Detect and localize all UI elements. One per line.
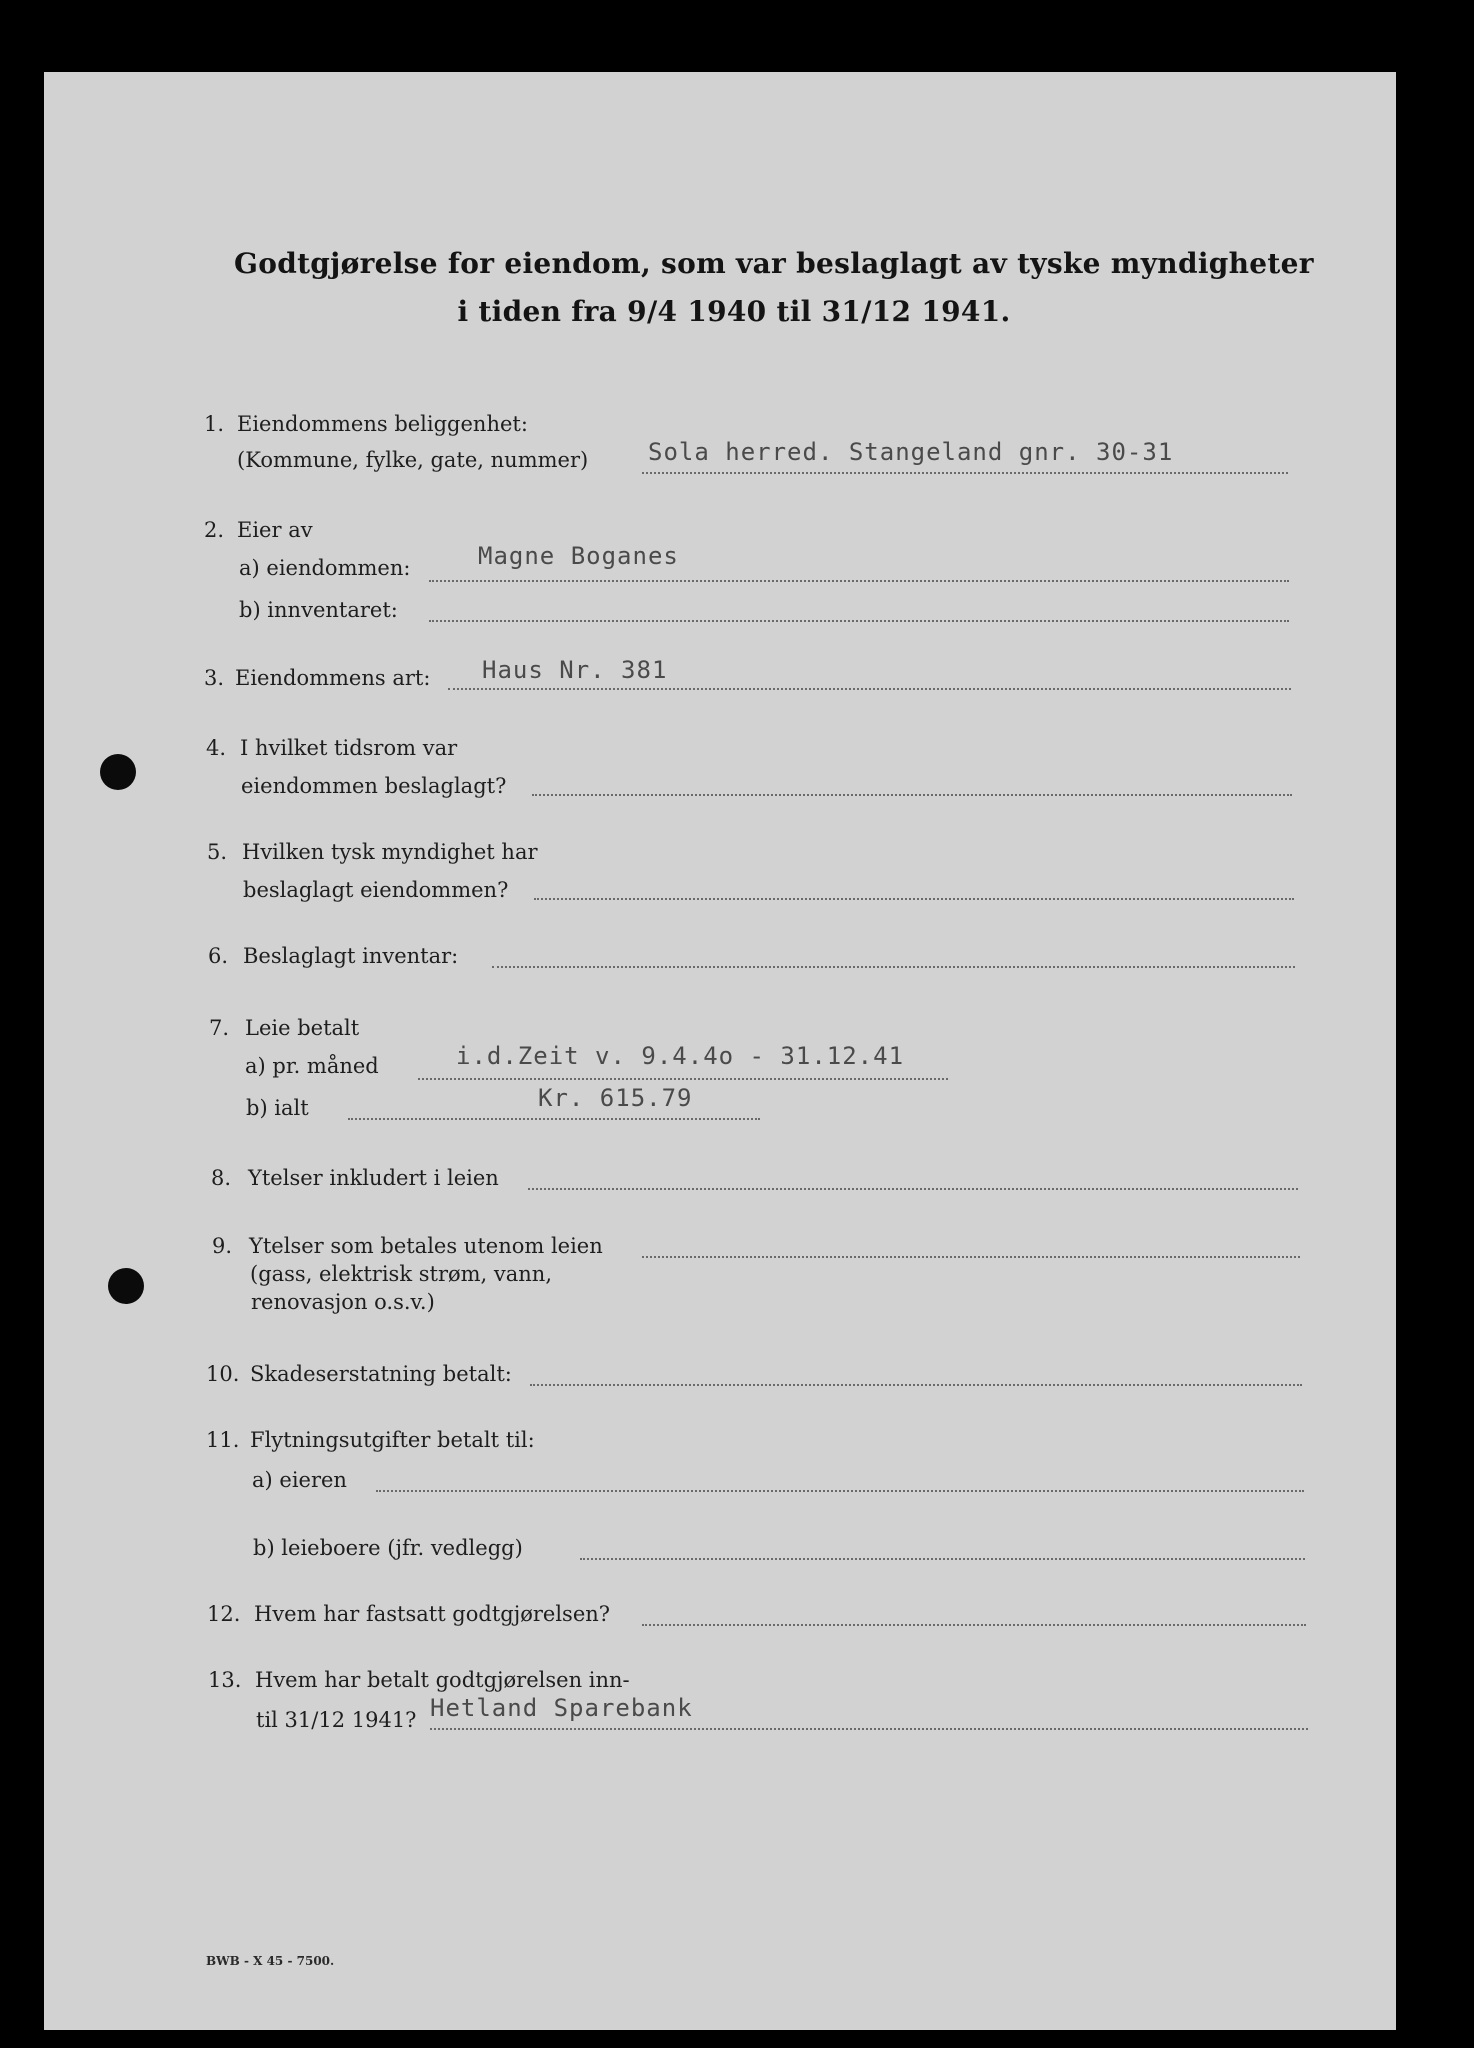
q2-number: 2. xyxy=(204,518,225,542)
q8-answer-line[interactable] xyxy=(528,1188,1298,1190)
q4-label-1: I hvilket tidsrom var xyxy=(240,736,458,760)
q2a-answer-line[interactable] xyxy=(429,580,1289,582)
punch-hole-bottom xyxy=(108,1268,144,1304)
q5-label-1: Hvilken tysk myndighet har xyxy=(242,840,538,864)
q2-label: Eier av xyxy=(237,518,313,542)
q7-label: Leie betalt xyxy=(245,1016,360,1040)
q5-number: 5. xyxy=(207,840,228,864)
q9-answer-line[interactable] xyxy=(642,1256,1300,1258)
q2b-label: b) innventaret: xyxy=(239,598,398,622)
q6-label: Beslaglagt inventar: xyxy=(243,944,459,968)
q2a-label: a) eiendommen: xyxy=(239,556,411,580)
q3-answer: Haus Nr. 381 xyxy=(482,656,668,684)
q6-number: 6. xyxy=(208,944,229,968)
q12-answer-line[interactable] xyxy=(642,1624,1306,1626)
q7a-answer: i.d.Zeit v. 9.4.4o - 31.12.41 xyxy=(456,1042,905,1070)
q5-label-2: beslaglagt eiendommen? xyxy=(243,878,509,902)
q7-number: 7. xyxy=(209,1016,230,1040)
q11b-answer-line[interactable] xyxy=(580,1558,1305,1560)
q5-answer-line[interactable] xyxy=(534,898,1294,900)
form-title xyxy=(234,240,1314,336)
q10-answer-line[interactable] xyxy=(530,1384,1302,1386)
q11a-answer-line[interactable] xyxy=(376,1490,1304,1492)
q1-sublabel: (Kommune, fylke, gate, nummer) xyxy=(237,448,589,472)
q11b-label: b) leieboere (jfr. vedlegg) xyxy=(253,1536,523,1560)
punch-hole-top xyxy=(100,754,136,790)
q13-number: 13. xyxy=(208,1668,242,1692)
q4-answer-line[interactable] xyxy=(532,794,1292,796)
q3-number: 3. xyxy=(204,666,225,690)
q7b-answer-line[interactable] xyxy=(348,1118,760,1120)
title-line-2: i tiden fra 9/4 1940 til 31/12 1941. xyxy=(457,295,1011,328)
q11a-label: a) eieren xyxy=(252,1468,347,1492)
print-code: BWB - X 45 - 7500. xyxy=(206,1954,335,1968)
q2a-answer: Magne Boganes xyxy=(478,542,679,570)
q13-label-1: Hvem har betalt godtgjørelsen inn- xyxy=(255,1668,630,1692)
q6-answer-line[interactable] xyxy=(492,966,1295,968)
q7b-answer: Kr. 615.79 xyxy=(538,1084,693,1112)
title-line-1: Godtgjørelse for eiendom, som var beslaglagt av tyske myndigheter xyxy=(234,247,1314,280)
q9-number: 9. xyxy=(212,1234,233,1258)
q7a-answer-line[interactable] xyxy=(418,1078,948,1080)
q3-answer-line[interactable] xyxy=(448,688,1291,690)
q1-answer: Sola herred. Stangeland gnr. 30-31 xyxy=(648,438,1174,466)
q12-label: Hvem har fastsatt godtgjørelsen? xyxy=(254,1602,611,1626)
q2b-answer-line[interactable] xyxy=(429,620,1289,622)
q9-label-1: Ytelser som betales utenom leien xyxy=(249,1234,603,1258)
q9-label-2: (gass, elektrisk strøm, vann, xyxy=(250,1262,552,1286)
q11-number: 11. xyxy=(206,1428,240,1452)
q7a-label: a) pr. måned xyxy=(245,1054,379,1078)
q11-label: Flytningsutgifter betalt til: xyxy=(250,1428,535,1452)
q10-label: Skadeserstatning betalt: xyxy=(250,1362,512,1386)
q1-label: Eiendommens beliggenhet: xyxy=(237,412,528,436)
q8-label: Ytelser inkludert i leien xyxy=(248,1166,499,1190)
q9-label-3: renovasjon o.s.v.) xyxy=(251,1290,435,1314)
q1-number: 1. xyxy=(204,412,225,436)
q4-label-2: eiendommen beslaglagt? xyxy=(241,774,507,798)
q13-answer: Hetland Sparebank xyxy=(430,1694,693,1722)
q4-number: 4. xyxy=(206,736,227,760)
q13-label-2: til 31/12 1941? xyxy=(256,1708,417,1732)
form-sheet xyxy=(44,72,1396,2030)
q1-answer-line[interactable] xyxy=(642,472,1288,474)
q3-label: Eiendommens art: xyxy=(235,666,431,690)
q12-number: 12. xyxy=(207,1602,241,1626)
q8-number: 8. xyxy=(211,1166,232,1190)
q10-number: 10. xyxy=(206,1362,240,1386)
q13-answer-line[interactable] xyxy=(430,1728,1308,1730)
q7b-label: b) ialt xyxy=(246,1096,309,1120)
